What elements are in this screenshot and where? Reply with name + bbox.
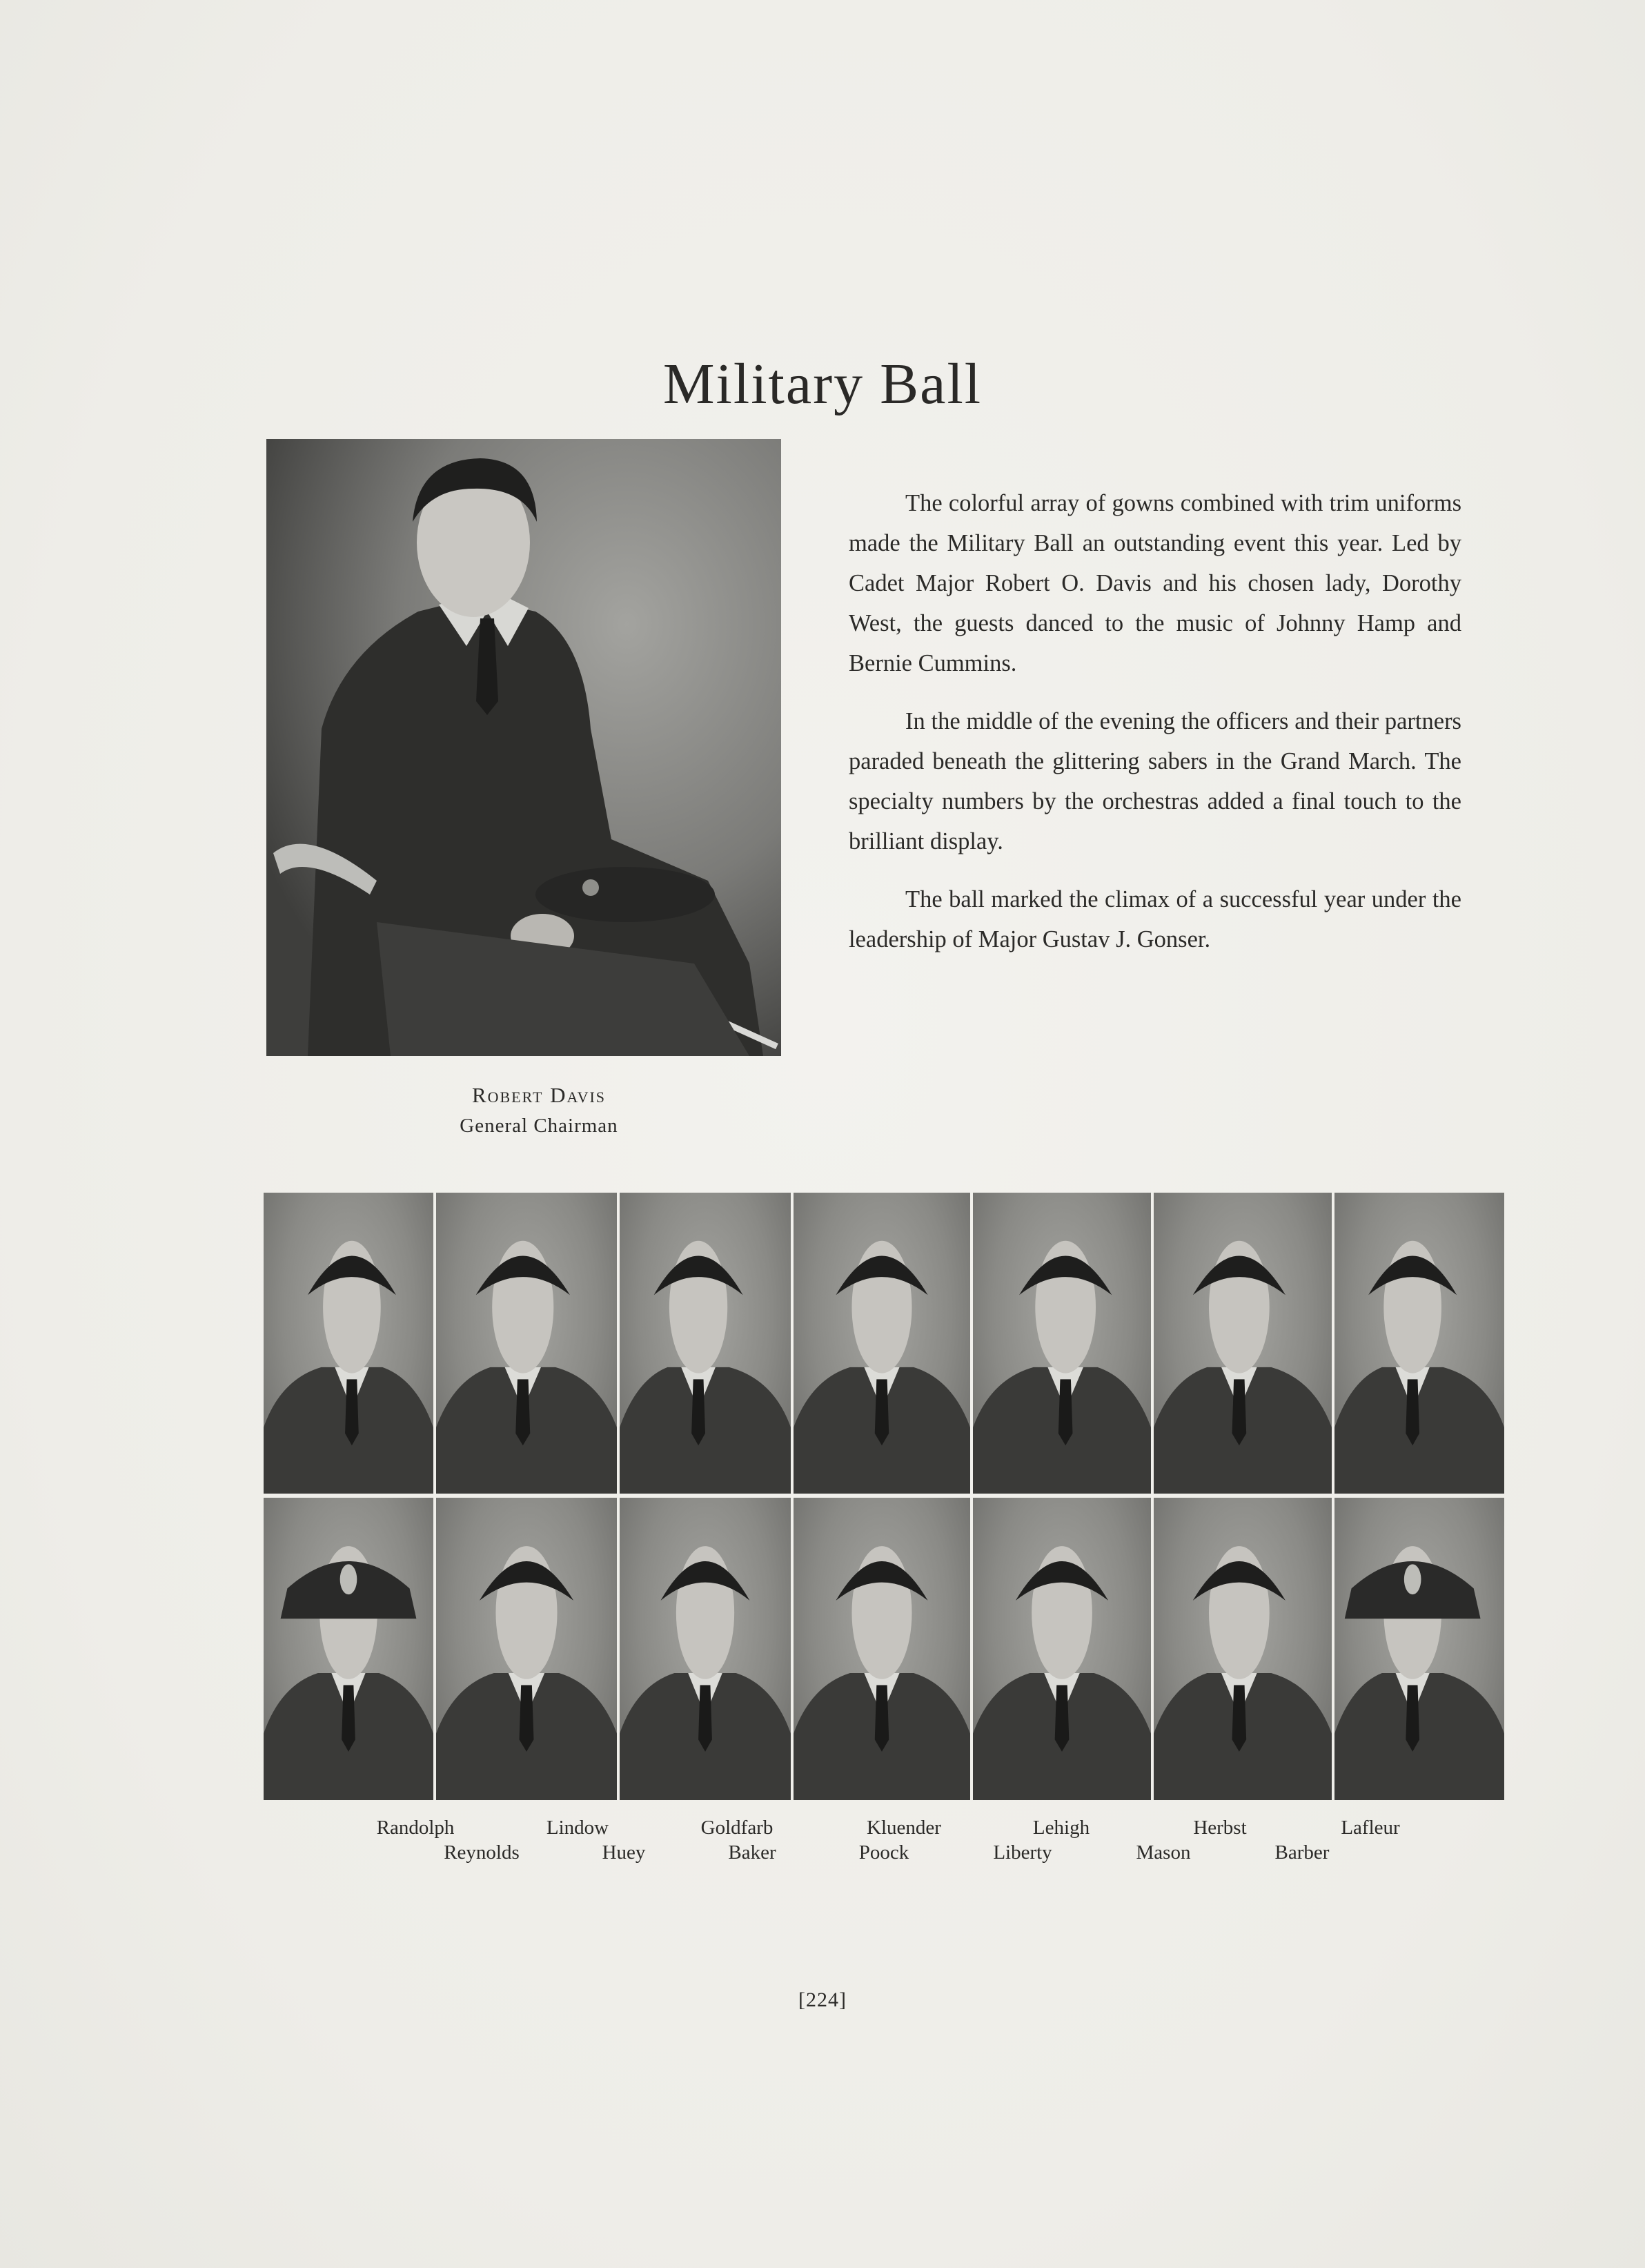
name-bottom-2: Huey	[602, 1841, 646, 1864]
officer-headshot-photo	[1334, 1193, 1504, 1494]
portrait-figure-illustration	[266, 439, 781, 1056]
officer-headshot-photo	[1154, 1193, 1332, 1494]
name-top-2: Lindow	[546, 1817, 609, 1839]
headshot-illustration	[436, 1193, 617, 1494]
officer-headshot-photo	[794, 1193, 970, 1494]
headshot-illustration	[794, 1498, 970, 1800]
officer-headshot-photo	[436, 1193, 617, 1494]
chairman-portrait-photo	[266, 439, 781, 1056]
name-bottom-7: Barber	[1274, 1841, 1330, 1864]
name-bottom-3: Baker	[728, 1841, 776, 1864]
name-top-7: Lafleur	[1341, 1817, 1400, 1839]
name-top-1: Randolph	[376, 1817, 455, 1839]
headshot-illustration	[620, 1498, 791, 1800]
name-bottom-6: Mason	[1136, 1841, 1191, 1864]
headshot-illustration	[1154, 1498, 1332, 1800]
headshot-illustration	[1334, 1193, 1504, 1494]
headshot-illustration	[436, 1498, 617, 1800]
headshot-illustration	[264, 1498, 433, 1800]
headshot-illustration	[1154, 1193, 1332, 1494]
portrait-caption	[266, 1080, 811, 1141]
paragraph-2: In the middle of the evening the officers and their partners paraded beneath the glittering sabers in the Grand March. The specialty numbers by the orchestras added a final touch to the brilliant display.	[849, 708, 1461, 854]
headshot-illustration	[264, 1193, 433, 1494]
officer-photo-grid	[264, 1193, 1504, 1801]
officer-headshot-photo	[1334, 1498, 1504, 1800]
officer-names	[264, 1817, 1519, 1872]
headshot-illustration	[973, 1193, 1151, 1494]
officer-headshot-photo	[794, 1498, 970, 1800]
article-text	[849, 483, 1461, 977]
officer-headshot-photo	[436, 1498, 617, 1800]
headshot-illustration	[620, 1193, 791, 1494]
paragraph-3: The ball marked the climax of a successful year under the leadership of Major Gustav J. Gonser.	[849, 886, 1461, 952]
paragraph-1: The colorful array of gowns combined with trim uniforms made the Military Ball an outstanding event this year. Led by Cadet Major Robert O. Davis and his chosen lady, Dorothy West, the guests danced to the music of Johnny Hamp and Bernie Cummins.	[849, 490, 1461, 676]
page-number: [224]	[798, 1988, 847, 2011]
officer-headshot-photo	[620, 1498, 791, 1800]
name-top-5: Lehigh	[1032, 1817, 1090, 1839]
name-bottom-1: Reynolds	[444, 1841, 520, 1864]
headshot-illustration	[973, 1498, 1151, 1800]
headshot-illustration	[794, 1193, 970, 1494]
name-bottom-5: Liberty	[993, 1841, 1052, 1864]
name-bottom-4: Poock	[858, 1841, 909, 1864]
headshot-illustration	[1334, 1498, 1504, 1800]
officer-headshot-photo	[620, 1193, 791, 1494]
name-top-4: Kluender	[867, 1817, 941, 1839]
name-top-3: Goldfarb	[700, 1817, 774, 1839]
officer-headshot-photo	[973, 1498, 1151, 1800]
officer-headshot-photo	[264, 1193, 433, 1494]
officer-headshot-photo	[264, 1498, 433, 1800]
name-top-6: Herbst	[1193, 1817, 1247, 1839]
chairman-name: Robert Davis	[471, 1083, 607, 1107]
officer-headshot-photo	[1154, 1498, 1332, 1800]
page-title: Military Ball	[662, 352, 983, 417]
chairman-role: General Chairman	[460, 1115, 618, 1137]
officer-headshot-photo	[973, 1193, 1151, 1494]
